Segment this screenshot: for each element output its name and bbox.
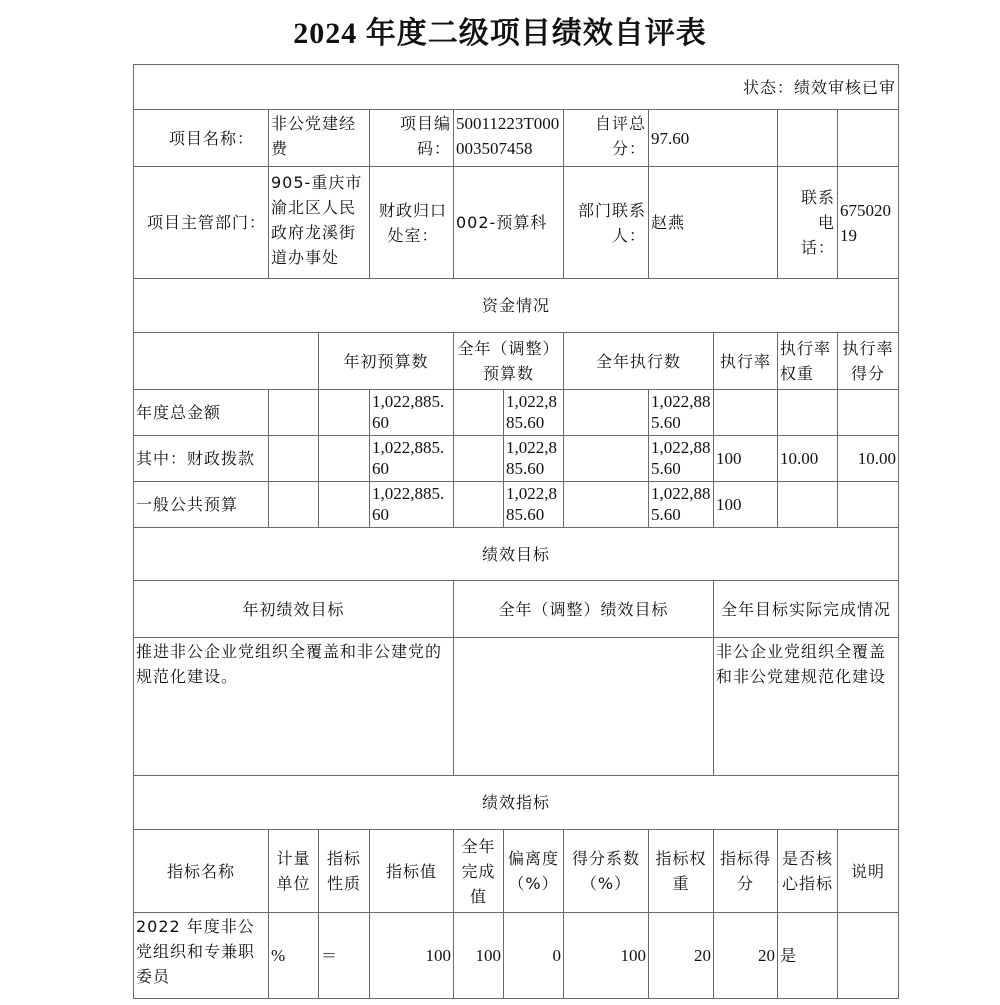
ind-header-weight [648,829,714,913]
funds-row-label [133,481,269,528]
ind-row-weight [648,912,714,999]
funds-row-blank [268,389,319,436]
funds-row-executed-text: 1,022,885.60 [651,484,711,524]
goals-initial-text: 推进非公企业党组织全覆盖和非公建党的规范化建设。 [136,642,443,686]
phone: 67502019 [840,200,891,245]
funds-row-score-text: 10.00 [857,449,896,468]
ind-header-actual-text: 全年完成值 [461,836,496,906]
goals-header-actual-text: 全年目标实际完成情况 [720,599,891,619]
indicators-section-title-text: 绩效指标 [481,793,550,812]
ind-header-actual [453,829,504,913]
funds-row-rate [713,389,778,436]
ind-row-nature-text: ＝ [321,946,339,965]
funds-row-adjusted-text: 1,022,885.60 [506,392,557,432]
funds-header-adjusted [453,332,564,390]
funds-row-blank [563,435,649,482]
ind-header-target-text: 指标值 [385,861,437,881]
funds-header-score-text: 执行率得分 [842,339,894,383]
ind-header-target [369,829,454,913]
funds-row-blank [318,435,370,482]
ind-header-note [837,829,899,913]
goals-header-adjusted-text: 全年（调整）绩效目标 [498,599,669,619]
funds-header-rate [713,332,778,390]
ind-row-coef [563,912,649,999]
ind-header-deviation-text: 偏离度（%） [507,849,559,893]
ind-row-deviation-text: 0 [552,946,561,965]
goals-header-adjusted [453,580,714,638]
funds-header-executed [563,332,714,390]
funds-row-label [133,389,269,436]
status-row [133,64,899,110]
funds-row-initial [369,435,454,482]
ind-row-deviation [503,912,564,999]
funds-row-initial-text: 1,022,885.60 [372,438,445,478]
funds-row-blank [318,481,370,528]
ind-row-target-text: 100 [425,946,451,965]
funds-row-blank [268,481,319,528]
ind-header-coef [563,829,649,913]
self-score-label: 自评总分： [594,114,646,158]
contact-cell [648,166,778,279]
funds-section-title [133,278,899,333]
project-name-label-cell [133,109,269,167]
project-name-label: 项目名称： [168,128,254,148]
funds-row-score [837,435,899,482]
funds-header-blank [133,332,319,390]
ind-header-core-text: 是否核心指标 [781,849,833,893]
ind-row-weight-text: 20 [694,946,711,965]
phone-cell [837,166,899,279]
funds-row-rate [713,435,778,482]
ind-header-score [713,829,778,913]
ind-header-weight-text: 指标权重 [655,849,707,893]
funds-row-initial-text: 1,022,885.60 [372,484,445,524]
goals-header-initial-text: 年初绩效目标 [242,599,345,619]
funds-row-score [837,389,899,436]
funds-row-weight [777,435,838,482]
goals-actual-text: 非公企业党组织全覆盖和非公党建规范化建设 [716,642,887,686]
funds-header-rate-text: 执行率 [719,351,771,371]
ind-row-unit-text: % [271,946,286,965]
goals-initial-cell [133,637,454,776]
ind-header-coef-text: 得分系数（%） [571,849,640,893]
ind-row-score-text: 20 [758,946,775,965]
funds-header-initial-text: 年初预算数 [343,351,429,371]
ind-header-unit [268,829,319,913]
ind-header-deviation [503,829,564,913]
phone-label-cell [777,166,838,279]
page-title: 2024 年度二级项目绩效自评表 [293,17,707,50]
funds-row-adjusted [503,481,564,528]
funds-row-blank [563,481,649,528]
project-name: 非公党建经费 [271,114,357,158]
ind-row-target [369,912,454,999]
funds-row-label-text: 年度总金额 [136,403,222,422]
empty-cell [777,109,838,167]
dept-label: 项目主管部门： [146,213,266,232]
funds-header-initial [318,332,454,390]
status-text: 状态：绩效审核已审 [742,77,896,97]
dept-cell [268,166,370,279]
funds-header-executed-text: 全年执行数 [595,351,681,371]
ind-row-name [133,912,269,999]
ind-row-actual [453,912,504,999]
ind-row-note [837,912,899,999]
ind-header-core [777,829,838,913]
funds-row-weight [777,481,838,528]
funds-section-title-text: 资金情况 [481,296,550,315]
project-code-label: 项目编码： [399,114,451,158]
self-score-label-cell [563,109,649,167]
project-code-cell [453,109,564,167]
finance-office-label-cell [369,166,454,279]
funds-row-rate [713,481,778,528]
goals-section-title-text: 绩效目标 [481,544,550,564]
project-code-label-cell [369,109,454,167]
funds-header-weight-text: 执行率权重 [780,339,832,383]
funds-row-weight-text: 10.00 [780,449,819,468]
self-score-cell [648,109,778,167]
dept: 905-重庆市渝北区人民政府龙溪街道办事处 [271,173,363,267]
ind-row-coef-text: 100 [620,946,646,965]
funds-header-score [837,332,899,390]
contact-label: 部门联系人： [577,200,646,245]
ind-row-core-text: 是 [780,946,798,965]
funds-row-executed [648,481,714,528]
funds-header-adjusted-text: 全年（调整）预算数 [457,339,560,383]
funds-row-adjusted-text: 1,022,885.60 [506,438,557,478]
funds-header-weight [777,332,838,390]
ind-row-actual-text: 100 [475,946,501,965]
ind-row-name-text: 2022 年度非公党组织和专兼职委员 [136,917,256,986]
goals-section-title [133,527,899,581]
goals-actual-cell [713,637,899,776]
empty-cell [837,109,899,167]
contact: 赵燕 [651,213,686,232]
funds-row-blank [268,435,319,482]
ind-header-score-text: 指标得分 [719,849,771,893]
ind-row-core [777,912,838,999]
goals-header-actual [713,580,899,638]
funds-row-blank [563,389,649,436]
funds-row-executed [648,389,714,436]
ind-header-name-text: 指标名称 [166,861,235,881]
phone-label: 联系电话： [800,188,835,257]
ind-row-unit [268,912,319,999]
ind-header-unit-text: 计量单位 [276,849,311,893]
funds-row-label-text: 一般公共预算 [136,495,239,514]
ind-header-nature-text: 指标性质 [326,849,361,893]
indicators-section-title [133,775,899,830]
funds-row-adjusted-text: 1,022,885.60 [506,484,557,524]
ind-header-note-text: 说明 [850,861,885,881]
funds-row-initial [369,481,454,528]
project-name-cell [268,109,370,167]
funds-row-adjusted [503,389,564,436]
finance-office-label: 财政归口处室： [378,200,447,245]
funds-row-label [133,435,269,482]
funds-row-blank [453,389,504,436]
funds-row-executed-text: 1,022,885.60 [651,392,711,432]
contact-label-cell [563,166,649,279]
dept-label-cell [133,166,269,279]
self-score: 97.60 [651,128,690,148]
goals-adjusted-cell [453,637,714,776]
finance-office: 002-预算科 [456,213,548,232]
goals-header-initial [133,580,454,638]
ind-row-score [713,912,778,999]
funds-row-executed [648,435,714,482]
funds-row-blank [453,481,504,528]
funds-row-initial-text: 1,022,885.60 [372,392,445,432]
ind-header-nature [318,829,370,913]
finance-office-cell [453,166,564,279]
funds-row-rate-text: 100 [716,495,742,514]
funds-row-rate-text: 100 [716,449,742,468]
funds-row-adjusted [503,435,564,482]
project-code: 50011223T000003507458 [456,114,560,158]
funds-row-blank [453,435,504,482]
ind-header-name [133,829,269,913]
funds-row-blank [318,389,370,436]
funds-row-score [837,481,899,528]
funds-row-initial [369,389,454,436]
ind-row-nature [318,912,370,999]
funds-row-executed-text: 1,022,885.60 [651,438,711,478]
funds-row-label-text: 其中：财政拨款 [136,449,256,468]
funds-row-weight [777,389,838,436]
